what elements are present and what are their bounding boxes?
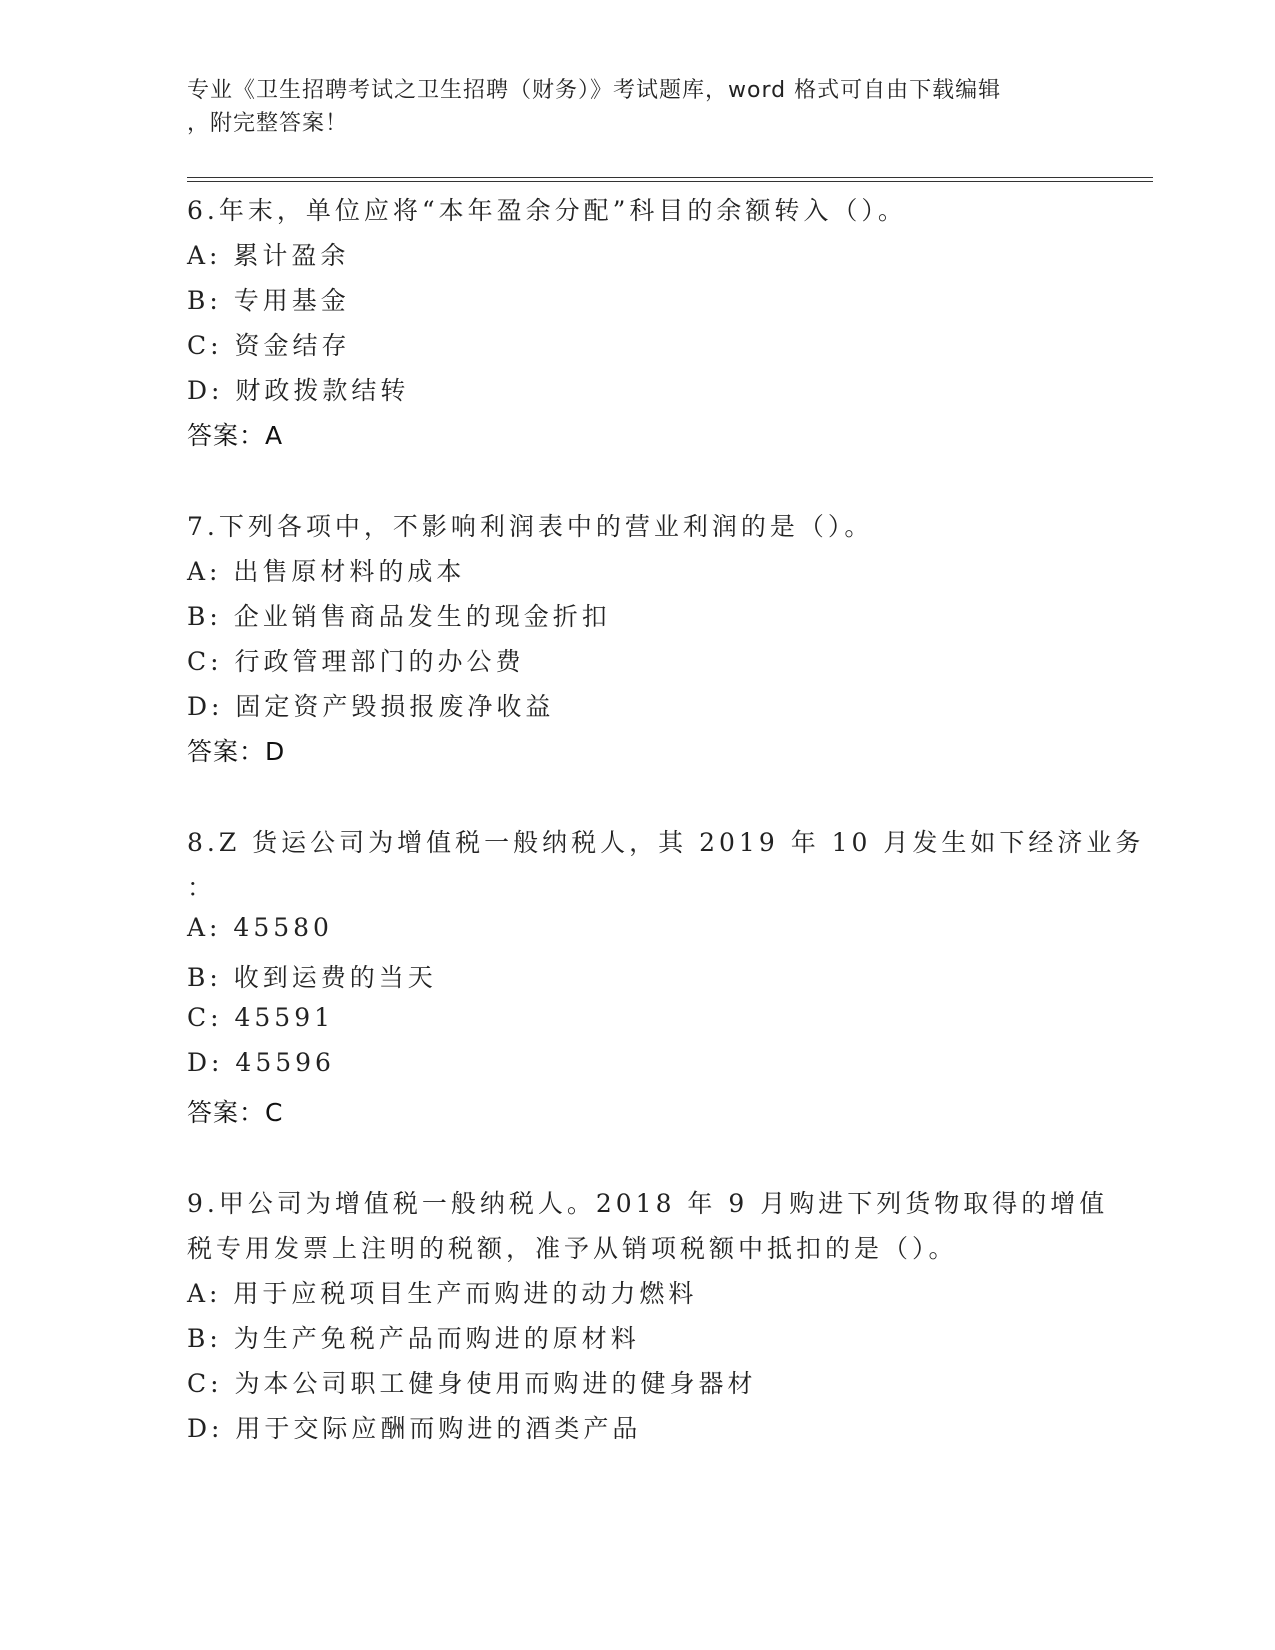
question-6-option-c: C: 资金结存 (187, 331, 351, 360)
question-8-option-b: B: 收到运费的当天 (187, 963, 437, 992)
question-9-option-d: D: 用于交际应酬而购进的酒类产品 (187, 1414, 642, 1443)
question-6-stem: 6.年末，单位应将“本年盈余分配”科目的余额转入（）。 (187, 196, 907, 225)
question-7-option-d: D: 固定资产毁损报废净收益 (187, 692, 555, 721)
question-8-stem-line-2: ： (187, 873, 217, 902)
question-8-stem-line-1: 8.Z 货运公司为增值税一般纳税人，其 2019 年 10 月发生如下经济业务 (187, 828, 1145, 857)
question-7-answer: 答案：D (187, 737, 286, 766)
header-line-2: ，附完整答案！ (187, 111, 349, 136)
question-9-stem-line-2: 税专用发票上注明的税额，准予从销项税额中抵扣的是（）。 (187, 1234, 958, 1263)
question-6-option-a: A: 累计盈余 (187, 241, 350, 270)
question-6-option-d: D: 财政拨款结转 (187, 376, 410, 405)
header-line-1: 专业《卫生招聘考试之卫生招聘（财务）》考试题库，word 格式可自由下载编辑 (187, 78, 1002, 103)
question-8-option-d: D: 45596 (187, 1048, 335, 1077)
question-9-stem-line-1: 9.甲公司为增值税一般纳税人。2018 年 9 月购进下列货物取得的增值 (187, 1189, 1109, 1218)
question-6-option-b: B: 专用基金 (187, 286, 350, 315)
question-9-option-b: B: 为生产免税产品而购进的原材料 (187, 1324, 640, 1353)
document-header (187, 74, 1067, 140)
question-7-stem: 7.下列各项中，不影响利润表中的营业利润的是（）。 (187, 512, 874, 541)
question-8-option-a: A: 45580 (187, 913, 333, 942)
question-9-option-c: C: 为本公司职工健身使用而购进的健身器材 (187, 1369, 757, 1398)
question-6-answer: 答案：A (187, 421, 284, 450)
header-divider-bottom (187, 181, 1153, 182)
question-9-option-a: A: 用于应税项目生产而购进的动力燃料 (187, 1279, 698, 1308)
question-8-option-c: C: 45591 (187, 1003, 335, 1032)
question-7-option-c: C: 行政管理部门的办公费 (187, 647, 525, 676)
question-7-option-a: A: 出售原材料的成本 (187, 557, 466, 586)
header-divider-top (187, 177, 1153, 178)
question-7-option-b: B: 企业销售商品发生的现金折扣 (187, 602, 611, 631)
question-8-answer: 答案：C (187, 1098, 284, 1127)
